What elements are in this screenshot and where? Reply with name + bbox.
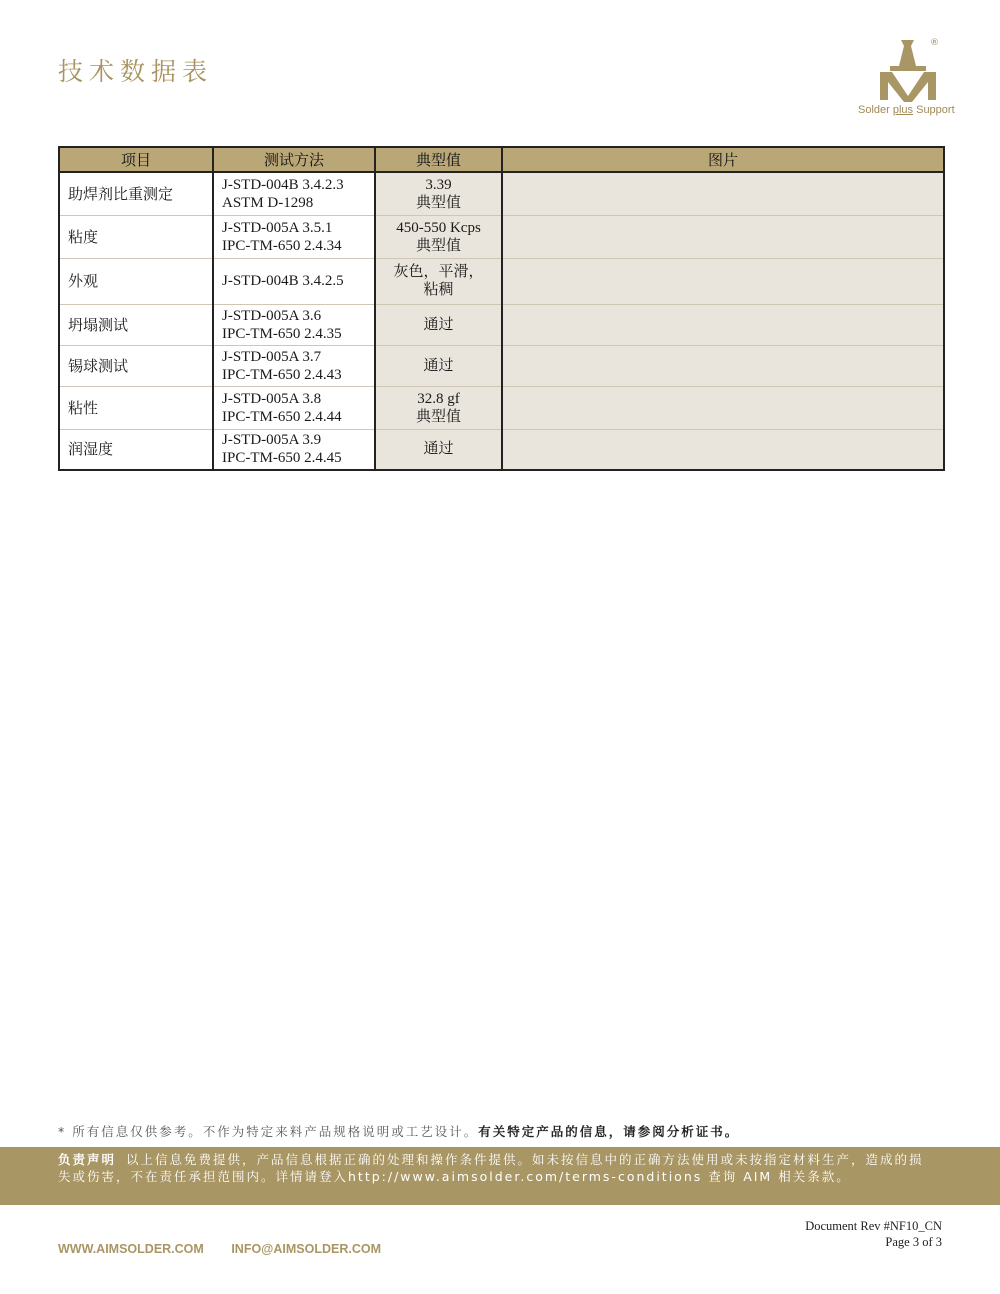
- value-line: 通过: [423, 357, 454, 374]
- method-line: IPC-TM-650 2.4.45: [222, 450, 342, 467]
- cell-item: 润湿度: [59, 429, 213, 470]
- column-header-method: 测试方法: [213, 147, 375, 172]
- reference-note: * 所有信息仅供参考。不作为特定来料产品规格说明或工艺设计。有关特定产品的信息，请参阅分析证书。: [58, 1124, 740, 1139]
- value-line: 粘稠: [423, 282, 454, 298]
- cell-value: [375, 172, 502, 215]
- cell-method: [213, 172, 375, 215]
- table-row: [59, 215, 944, 258]
- page-title: 技术数据表: [58, 57, 214, 86]
- table-row: [59, 172, 944, 215]
- cell-method: [213, 304, 375, 345]
- cell-value: [375, 429, 502, 470]
- value-line: 典型值: [415, 237, 461, 254]
- page-number: Page 3 of 3: [885, 1235, 942, 1249]
- method-line: IPC-TM-650 2.4.44: [222, 408, 342, 425]
- cell-item: 粘度: [59, 215, 213, 258]
- method-line: ASTM D-1298: [222, 194, 314, 211]
- value-line: 3.39: [425, 176, 452, 193]
- spec-table: [58, 146, 945, 471]
- cell-value: [375, 258, 502, 304]
- value-line: 典型值: [415, 194, 461, 211]
- logo-text: AIM: [854, 38, 856, 39]
- column-header-picture: 图片: [502, 147, 944, 172]
- cell-value: [375, 386, 502, 429]
- table-row: [59, 258, 944, 304]
- method-line: IPC-TM-650 2.4.35: [222, 325, 342, 342]
- method-line: J-STD-004B 3.4.2.5: [222, 273, 344, 289]
- table-row: [59, 429, 944, 470]
- document-revision: [805, 1218, 942, 1250]
- value-line: 通过: [423, 441, 454, 458]
- cell-item: 助焊剂比重测定: [59, 172, 213, 215]
- column-header-value: 典型值: [375, 147, 502, 172]
- cell-item: 粘性: [59, 386, 213, 429]
- cell-item: 锡球测试: [59, 345, 213, 386]
- value-line: 灰色，平滑，: [393, 264, 484, 280]
- value-line: 450-550 Kcps: [396, 219, 481, 236]
- disclaimer-label: 负责声明: [58, 1152, 117, 1167]
- table-row: [59, 345, 944, 386]
- cell-value: [375, 345, 502, 386]
- cell-picture: [502, 345, 944, 386]
- cell-method: [213, 345, 375, 386]
- table-row: [59, 386, 944, 429]
- cell-method: [213, 258, 375, 304]
- cell-picture: [502, 386, 944, 429]
- table-row: [59, 304, 944, 345]
- cell-item: 坍塌测试: [59, 304, 213, 345]
- website-link[interactable]: WWW.AIMSOLDER.COM: [58, 1242, 204, 1256]
- value-line: 32.8 gf: [417, 390, 460, 407]
- email-link[interactable]: INFO@AIMSOLDER.COM: [231, 1242, 381, 1256]
- cell-picture: [502, 172, 944, 215]
- table-header-row: [59, 147, 944, 172]
- disclaimer: [58, 1151, 938, 1185]
- method-line: J-STD-005A 3.7: [222, 348, 322, 365]
- cell-picture: [502, 215, 944, 258]
- footer-contacts: [58, 1242, 405, 1256]
- method-line: J-STD-005A 3.6: [222, 307, 322, 324]
- cell-method: [213, 429, 375, 470]
- cell-item: 外观: [59, 258, 213, 304]
- method-line: IPC-TM-650 2.4.34: [222, 237, 342, 254]
- column-header-item: 项目: [59, 147, 213, 172]
- cell-method: [213, 215, 375, 258]
- logo-tagline: Solder plus Support: [858, 104, 955, 116]
- method-line: J-STD-005A 3.9: [222, 432, 322, 449]
- cell-value: [375, 304, 502, 345]
- value-line: 通过: [423, 316, 454, 333]
- cell-picture: [502, 258, 944, 304]
- method-line: J-STD-004B 3.4.2.3: [222, 176, 344, 193]
- cell-value: [375, 215, 502, 258]
- doc-rev: Document Rev #NF10_CN: [805, 1219, 942, 1233]
- disclaimer-text: 以上信息免费提供，产品信息根据正确的处理和操作条件提供。如未按信息中的正确方法使用或未按指定材料生产，造成的损失或伤害，不在责任承担范围内。详情请登入http://www.aimsolder.com/terms-conditions 查询 AIM 相关条款。: [58, 1152, 924, 1184]
- value-line: 典型值: [415, 408, 461, 425]
- method-line: J-STD-005A 3.5.1: [222, 219, 333, 236]
- method-line: IPC-TM-650 2.4.43: [222, 366, 342, 383]
- cell-picture: [502, 304, 944, 345]
- cell-method: [213, 386, 375, 429]
- method-line: J-STD-005A 3.8: [222, 390, 322, 407]
- cell-picture: [502, 429, 944, 470]
- registered-mark: ®: [930, 38, 939, 48]
